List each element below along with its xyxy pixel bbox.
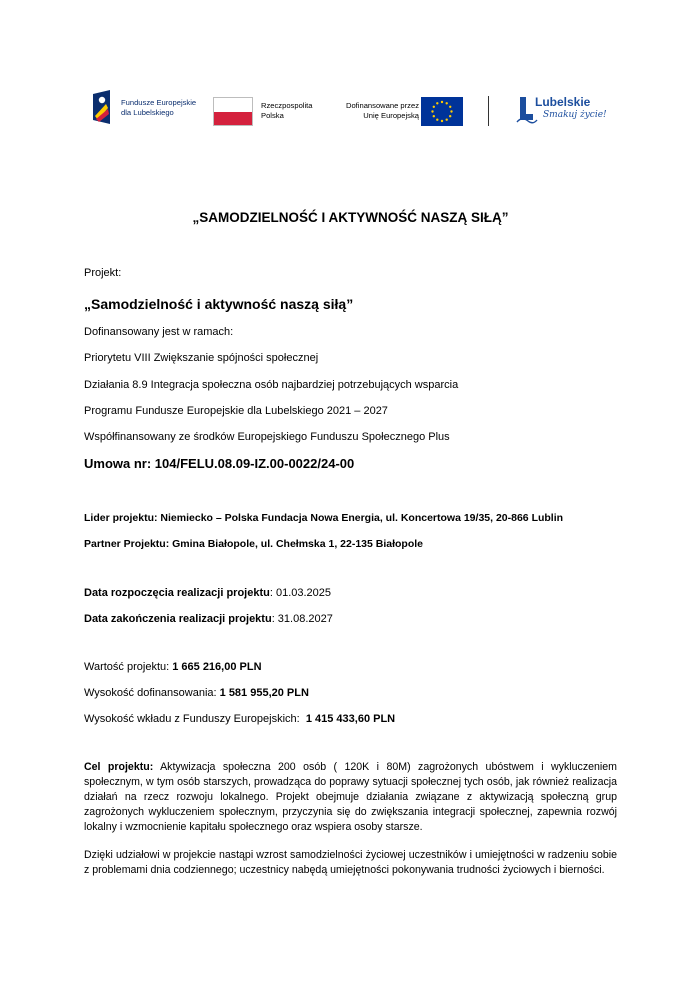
project-goal-label: Cel projektu:	[84, 761, 154, 773]
rp-logo-line1: Rzeczpospolita	[261, 101, 313, 110]
rp-logo-line2: Polska	[261, 110, 284, 120]
cofinancing-value: 1 581 955,20 PLN	[219, 687, 309, 699]
end-date-label: Data zakończenia realizacji projektu	[84, 613, 272, 625]
rp-logo-text	[261, 101, 313, 120]
eu-contribution	[84, 712, 395, 726]
lubelskie-tagline: Smakuj życie!	[543, 110, 607, 120]
project-partner: Partner Projektu: Gmina Białopole, ul. Chełmska 1, 22-135 Białopole	[84, 538, 424, 550]
eu-flag-icon	[421, 97, 463, 126]
fe-logo-line1: Fundusze Europejskie	[121, 98, 197, 107]
project-value	[84, 660, 262, 674]
lubelskie-name: Lubelskie	[535, 95, 591, 109]
project-goal-text: Aktywizacja społeczna 200 osób ( 120K i 80M) zagrożonych ubóstwem i wykluczeniem społecznym, w tym osób starszych, prowadząca do poprawy sytuacji społecznej tych osób, jak również realizacja działań na rzecz rozwoju lokalnego. Projekt obejmuje działania związane z aktywizacją społeczną grup zagrożonych wykluczeniem społecznym, przyczynia się do zwiększania integracji społecznej, zapewnia rozwój lokalny i wzmocnienie kapitału społecznego oraz wspiera osoby starsze.	[84, 761, 617, 833]
closing-paragraph: Dzięki udziałowi w projekcie nastąpi wzrost samodzielności życiowej uczestników i umiejętności w radzeniu sobie z problemami dnia codziennego; uczestnicy nabędą umiejętności pokonywania trudności życiowych i bierności.	[84, 849, 617, 876]
end-date-value: : 31.08.2027	[271, 613, 333, 625]
project-value-label: Wartość projektu:	[84, 661, 173, 673]
priority-line: Priorytetu VIII Zwiększanie spójności społecznej	[84, 352, 319, 364]
fe-logo-line2: dla Lubelskiego	[121, 107, 174, 117]
project-value-amount: 1 665 216,00 PLN	[172, 661, 262, 673]
fe-emblem-icon	[93, 90, 119, 124]
fe-logo-text	[121, 98, 196, 117]
eu-logo-text	[346, 101, 419, 120]
cofinanced-line: Dofinansowany jest w ramach:	[84, 326, 234, 338]
poland-flag-icon	[213, 97, 253, 126]
start-date	[84, 586, 331, 600]
end-date	[84, 612, 333, 626]
cofinancing-amount	[84, 686, 309, 700]
project-goal-paragraph	[84, 760, 617, 835]
rp-logo	[213, 94, 343, 130]
eu-contribution-value: 1 415 433,60 PLN	[305, 713, 396, 725]
cofinancing-label: Wysokość dofinansowania:	[84, 687, 220, 699]
project-label: Projekt:	[84, 267, 122, 279]
eu-logo-line1: Dofinansowane przez	[345, 101, 419, 110]
eu-logo	[330, 94, 465, 130]
eu-contribution-label: Wysokość wkładu z Funduszy Europejskich:	[84, 713, 306, 725]
start-date-label: Data rozpoczęcia realizacji projektu	[84, 587, 270, 599]
project-leader: Lider projektu: Niemiecko – Polska Fundacja Nowa Energia, ul. Koncertowa 19/35, 20-866 Lublin	[84, 512, 564, 524]
program-line: Programu Fundusze Europejskie dla Lubelskiego 2021 – 2027	[84, 405, 388, 417]
lubelskie-logo	[515, 94, 607, 128]
cofund-line: Współfinansowany ze środków Europejskiego Funduszu Społecznego Plus	[84, 431, 450, 443]
fe-logo	[93, 90, 218, 130]
logo-strip	[0, 88, 700, 136]
logo-divider	[488, 96, 489, 126]
contract-number: Umowa nr: 104/FELU.08.09-IZ.00-0022/24-00	[84, 456, 355, 471]
start-date-value: : 01.03.2025	[269, 587, 332, 599]
eu-logo-line2: Unię Europejską	[363, 110, 419, 120]
project-name: „Samodzielność i aktywność naszą siłą”	[84, 296, 354, 312]
page-title: „SAMODZIELNOŚĆ I AKTYWNOŚĆ NASZĄ SIŁĄ”	[192, 210, 509, 225]
action-line: Działania 8.9 Integracja społeczna osób najbardziej potrzebujących wsparcia	[84, 379, 459, 391]
